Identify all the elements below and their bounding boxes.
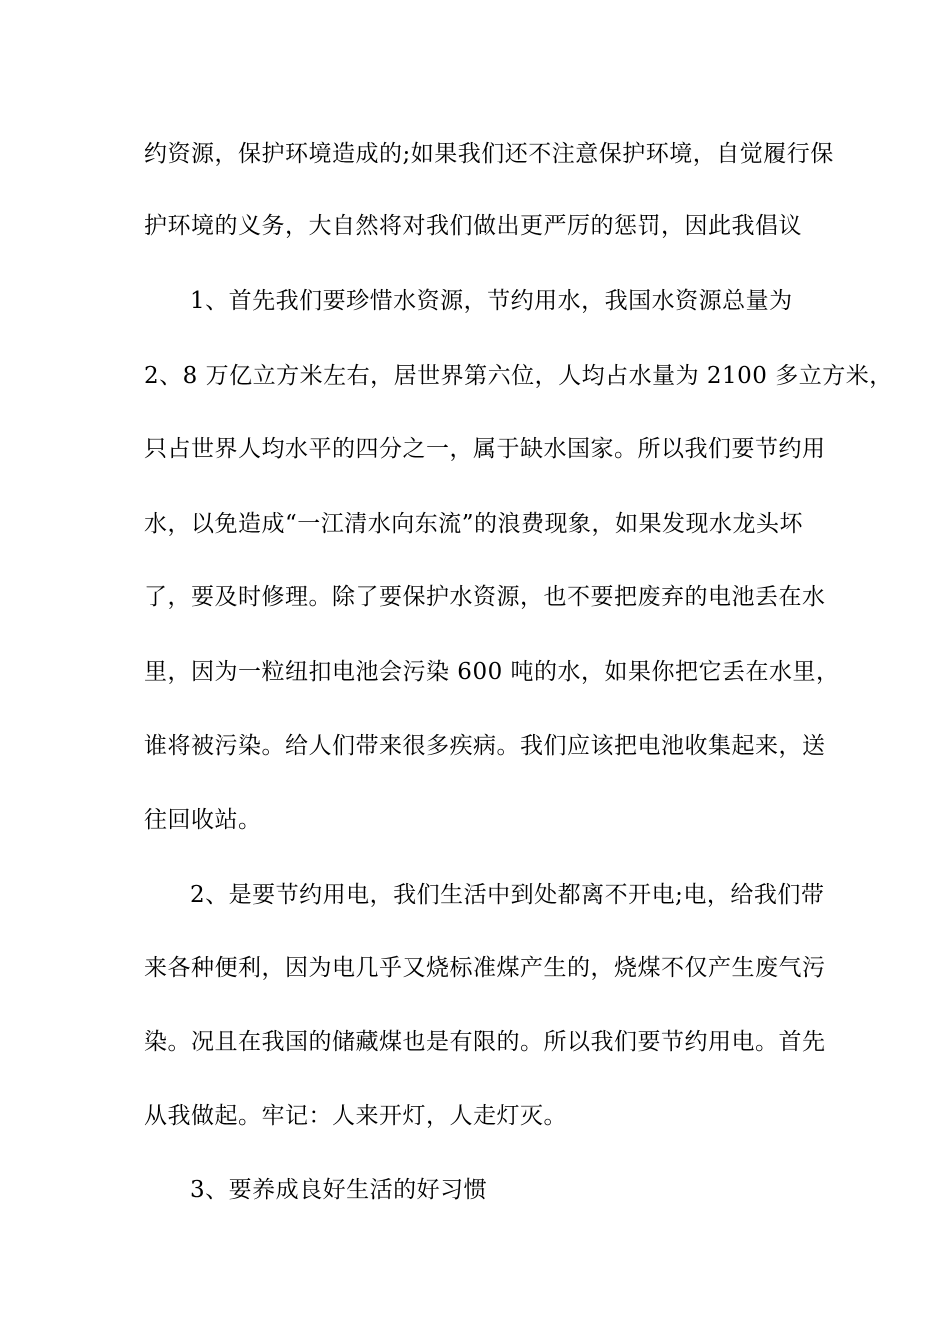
text-line: 只占世界人均水平的四分之一，属于缺水国家。所以我们要节约用 (144, 436, 826, 462)
text-line: 染。况且在我国的储藏煤也是有限的。所以我们要节约用电。首先 (144, 1029, 826, 1055)
text-line: 护环境的义务，大自然将对我们做出更严厉的惩罚，因此我倡议 (144, 213, 802, 239)
text-line: 里，因为一粒纽扣电池会污染 600 吨的水，如果你把它丢在水里， (144, 659, 840, 685)
text-line: 约资源，保护环境造成的;如果我们还不注意保护环境，自觉履行保 (144, 141, 834, 167)
text-line: 从我做起。牢记：人来开灯，人走灯灭。 (144, 1103, 567, 1129)
paragraph-2-start: 2、是要节约用电，我们生活中到处都离不开电;电，给我们带 (190, 882, 825, 908)
text-line: 谁将被污染。给人们带来很多疾病。我们应该把电池收集起来，送 (144, 733, 826, 759)
paragraph-3-start: 3、要养成良好生活的好习惯 (190, 1177, 488, 1203)
text-line: 2、8 万亿立方米左右，居世界第六位，人均占水量为 2100 多立方米， (144, 363, 893, 389)
text-line: 来各种便利，因为电几乎又烧标准煤产生的，烧煤不仅产生废气污 (144, 955, 826, 981)
paragraph-1-start: 1、首先我们要珍惜水资源，节约用水，我国水资源总量为 (190, 288, 793, 314)
text-line: 水，以免造成“一江清水向东流”的浪费现象，如果发现水龙头坏 (144, 511, 804, 537)
text-line: 了，要及时修理。除了要保护水资源，也不要把废弃的电池丢在水 (144, 584, 826, 610)
text-line: 往回收站。 (144, 807, 262, 833)
